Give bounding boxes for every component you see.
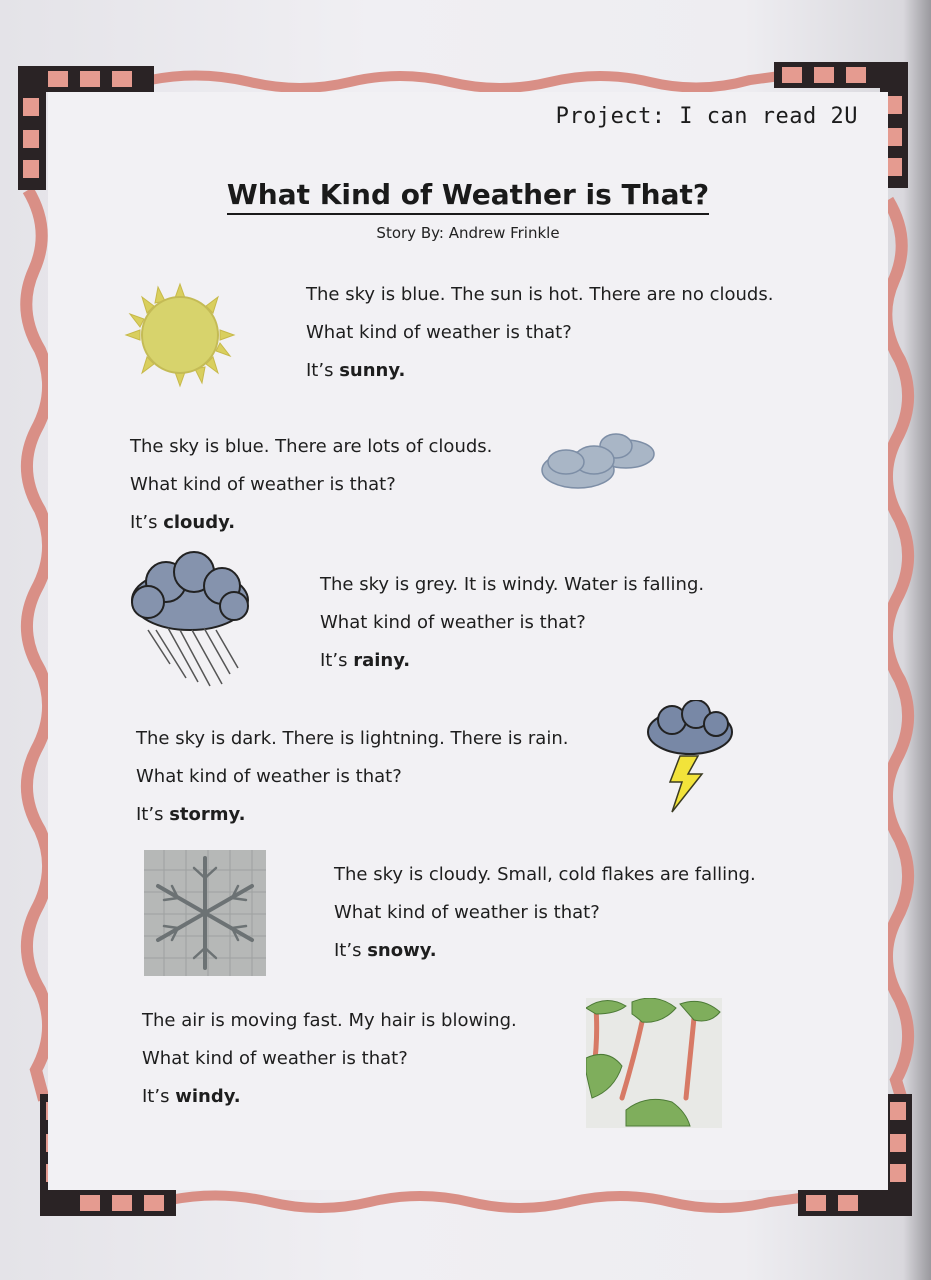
answer-word: stormy. xyxy=(169,804,246,825)
storm-icon xyxy=(642,700,738,820)
right-wavy-border xyxy=(886,200,908,1100)
stanza-answer: It’s snowy. xyxy=(334,940,437,961)
answer-word: windy. xyxy=(175,1086,241,1107)
answer-word: snowy. xyxy=(367,940,437,961)
cloud-icon xyxy=(538,432,660,498)
worksheet-page xyxy=(48,92,888,1190)
stanza-question: What kind of weather is that? xyxy=(334,902,600,923)
project-label: Project: I can read 2U xyxy=(555,104,858,129)
stanza-question: What kind of weather is that? xyxy=(320,612,586,633)
stanza-question: What kind of weather is that? xyxy=(136,766,402,787)
stanza-cloudy xyxy=(130,428,492,542)
stanza-answer: It’s cloudy. xyxy=(130,512,236,533)
stanza-line: The sky is blue. The sun is hot. There are no clouds. xyxy=(306,284,774,305)
stanza-answer: It’s stormy. xyxy=(136,804,246,825)
stanza-question: What kind of weather is that? xyxy=(306,322,572,343)
left-wavy-border xyxy=(26,190,48,1100)
windy-trees-icon xyxy=(586,998,722,1128)
top-wavy-border xyxy=(150,75,780,88)
stanza-answer: It’s rainy. xyxy=(320,650,411,671)
title-text: What Kind of Weather is That? xyxy=(227,178,709,215)
stanza-answer: It’s windy. xyxy=(142,1086,241,1107)
rain-cloud-icon xyxy=(126,550,254,690)
stanza-windy xyxy=(142,1002,517,1116)
stanza-question: What kind of weather is that? xyxy=(142,1048,408,1069)
stanza-answer: It’s sunny. xyxy=(306,360,406,381)
bottom-wavy-border xyxy=(170,1195,800,1208)
snowflake-icon xyxy=(144,850,266,976)
stanza-line: The sky is dark. There is lightning. There is rain. xyxy=(136,728,569,749)
stanza-question: What kind of weather is that? xyxy=(130,474,396,495)
stanza-line: The air is moving fast. My hair is blowing. xyxy=(142,1010,517,1031)
stanza-line: The sky is blue. There are lots of clouds. xyxy=(130,436,493,457)
stanza-line: The sky is cloudy. Small, cold flakes are falling. xyxy=(334,864,756,885)
story-byline: Story By: Andrew Frinkle xyxy=(376,224,560,242)
stanza-rainy xyxy=(320,566,704,680)
page-title xyxy=(48,178,888,211)
sun-icon xyxy=(122,282,238,388)
stanza-line: The sky is grey. It is windy. Water is falling. xyxy=(320,574,705,595)
answer-word: cloudy. xyxy=(163,512,236,533)
answer-word: rainy. xyxy=(353,650,411,671)
stanza-snowy xyxy=(334,856,756,970)
answer-word: sunny. xyxy=(339,360,406,381)
stanza-sunny xyxy=(306,276,773,390)
stanza-stormy xyxy=(136,720,568,834)
